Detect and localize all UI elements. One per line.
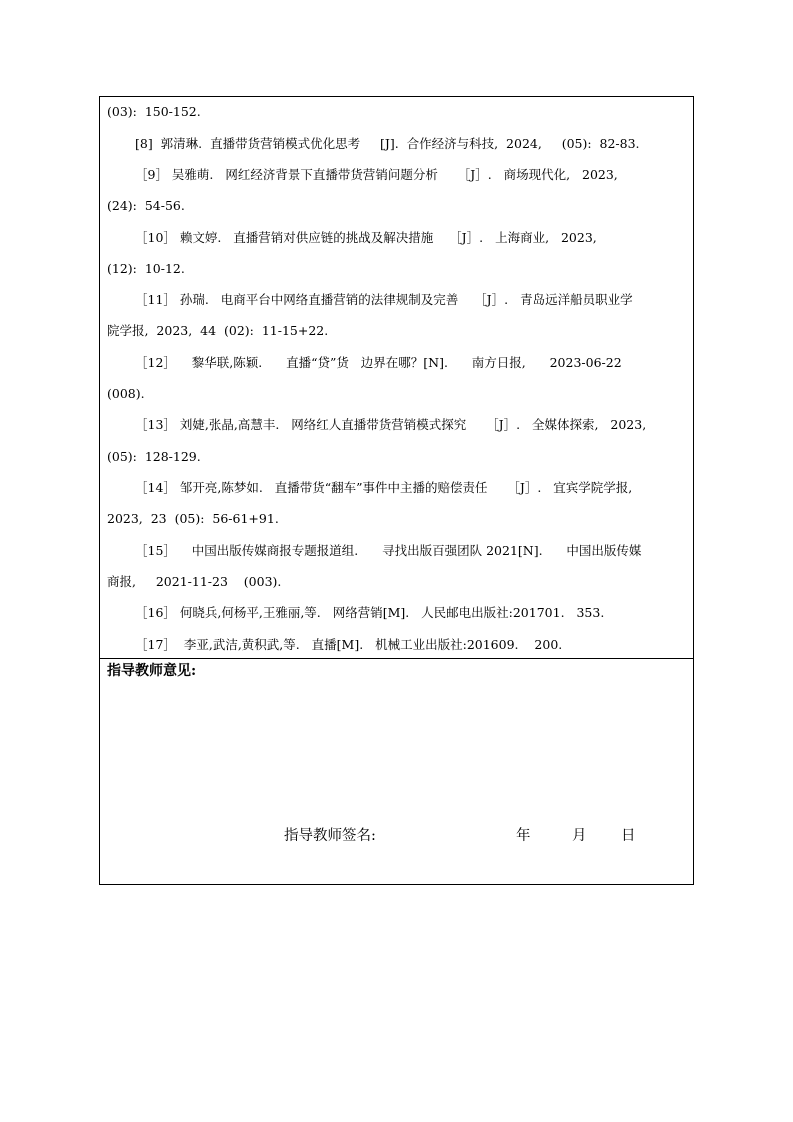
reference-line: ［12］ 黎华联,陈颖. 直播“贷”货 边界在哪？[N]. 南方日报, 2023-06-22 [135,355,622,370]
table-divider [100,658,693,659]
reference-line: ［11］ 孙瑞. 电商平台中网络直播营销的法律规制及完善 ［J］. 青岛远洋船员职业学 [135,292,633,307]
reference-line: ［9］ 吴雅萌. 网红经济背景下直播带货营销问题分析 ［J］. 商场现代化, 2023, [135,167,618,182]
reference-line: ［10］ 赖文婷. 直播营销对供应链的挑战及解决措施 ［J］. 上海商业, 2023, [135,230,597,245]
references-cell [100,97,693,658]
reference-line: ［14］ 邹开亮,陈梦如. 直播带货“翻车”事件中主播的赔偿责任 ［J］. 宜宾学院学报, [135,480,633,495]
reference-line: 2023, 23 (05): 56-61+91. [107,511,279,526]
reference-line: (03): 150-152. [107,104,201,119]
reference-line: (05): 128-129. [107,449,201,464]
reference-line: 商报, 2021-11-23 (003). [107,574,282,589]
reference-line: ［16］ 何晓兵,何杨平,王雅丽,等. 网络营销[M]. 人民邮电出版社:201701. 353. [135,605,605,620]
date-day-label: 日 [621,828,636,844]
reference-line: (24): 54-56. [107,198,185,213]
date-year-label: 年 [516,828,531,844]
reference-line: (12): 10-12. [107,261,185,276]
reference-line: (008). [107,386,145,401]
reference-line: ［13］ 刘婕,张晶,高慧丰. 网络红人直播带货营销模式探究 ［J］. 全媒体探索, 2023, [135,417,647,432]
form-table [99,96,694,885]
reference-line: ［15］ 中国出版传媒商报专题报道组. 寻找出版百强团队 2021[N]. 中国出版传媒 [135,543,642,558]
advisor-signature-label: 指导教师签名: [284,828,376,844]
reference-line: [8] 郭清琳. 直播带货营销模式优化思考 [J]. 合作经济与科技, 2024, (05): 82-83. [135,136,640,151]
reference-line: ［17］ 李亚,武洁,黄积武,等. 直播[M]. 机械工业出版社:201609. 200. [135,637,563,652]
reference-line: 院学报, 2023, 44 (02): 11-15+22. [107,323,329,338]
date-month-label: 月 [572,828,587,844]
advisor-opinion-title: 指导教师意见: [107,663,197,679]
